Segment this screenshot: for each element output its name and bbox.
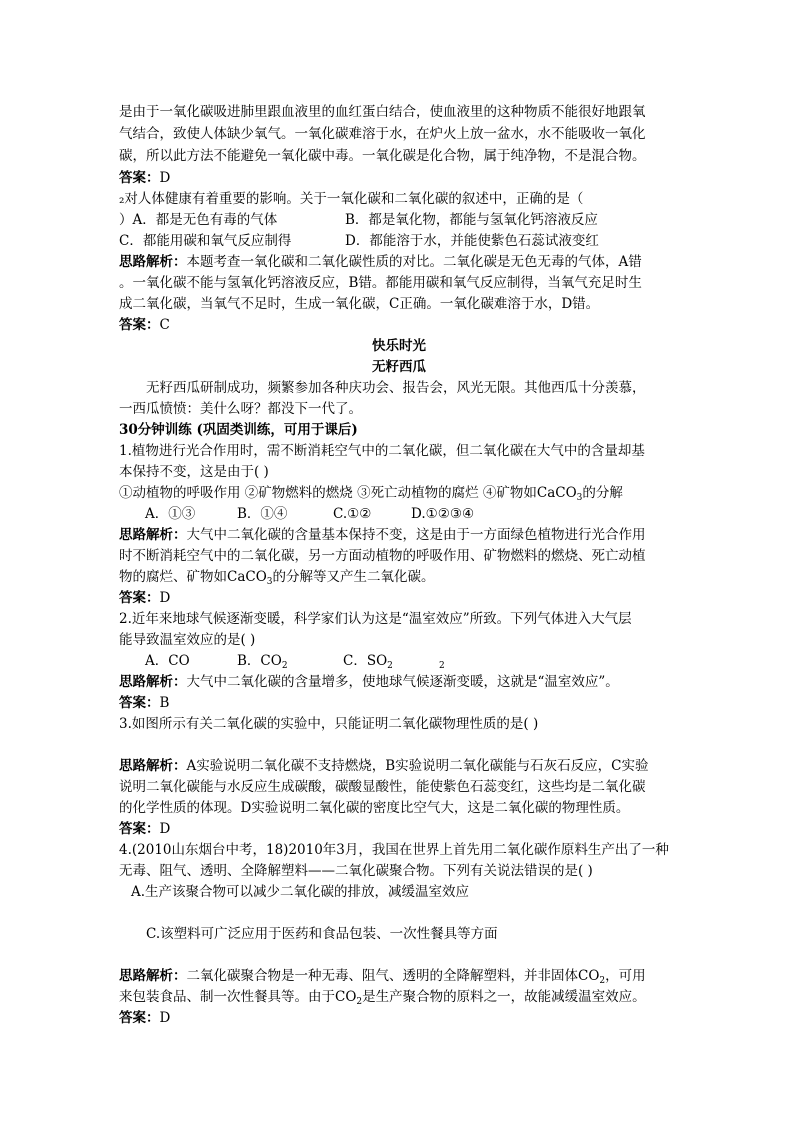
option-line: A.生产该聚合物可以减少二氧化碳的排放，减缓温室效应	[131, 884, 470, 900]
text-line: 是由于一氧化碳吸进肺里跟血液里的血红蛋白结合，使血液里的这种物质不能很好地跟氧	[119, 104, 646, 120]
answer-line: 答案：D	[119, 170, 171, 186]
text-line: 无毒、阻气、透明、全降解塑料——二氧化碳聚合物。下列有关说法错误的是( )	[119, 863, 593, 879]
text-line: 来包装食品、制一次性餐具等。由于$CO_2$是生产聚合物的原料之一，故能减缓温室效应。	[119, 989, 646, 1007]
analysis-line: 思路解析：大气中二氧化碳的含量基本保持不变，这是由于一方面绿色植物进行光合作用	[119, 527, 646, 543]
option-line: C.该塑料可广泛应用于医药和食品包装、一次性餐具等方面	[146, 926, 498, 942]
story-title: 无籽西瓜	[372, 359, 426, 375]
text-line: 时不断消耗空气中的二氧化碳，另一方面动植物的呼吸作用、矿物燃料的燃烧、死亡动植	[119, 548, 646, 564]
option-line: A．①③ B．①④ C.①② D.①②③④	[145, 506, 475, 522]
text-line: 无籽西瓜研制成功，频繁参加各种庆功会、报告会，风光无限。其他西瓜十分羡慕，	[146, 380, 646, 396]
analysis-line: 思路解析：本题考查一氧化碳和二氧化碳性质的对比。二氧化碳是无色无毒的气体，A错	[119, 254, 642, 270]
text-line: 说明二氧化碳能与水反应生成碳酸，碳酸显酸性，能使紫色石蕊变红，这些均是二氧化碳	[119, 779, 646, 795]
text-line: 成二氧化碳，当氧气不足时，生成一氧化碳，C正确。一氧化碳难溶于水，D错。	[119, 296, 600, 312]
option-line: C．都能用碳和氧气反应制得 D．都能溶于水，并能使紫色石蕊试液变红	[119, 233, 599, 249]
text-line: 能导致温室效应的是( )	[119, 632, 256, 648]
text-line: 本保持不变，这是由于( )	[119, 464, 269, 480]
text-line: 碳，所以此方法不能避免一氧化碳中毒。一氧化碳是化合物，属于纯净物，不是混合物。	[119, 148, 646, 164]
option-line: A．CO B．$CO_2$ C．$SO_2$ $_2$	[145, 653, 445, 671]
question-line: 2.近年来地球气候逐渐变暖，科学家们认为这是“温室效应”所致。下列气体进入大气层	[119, 611, 632, 627]
text-line: ①动植物的呼吸作用 ②矿物燃料的燃烧 ③死亡动植物的腐烂 ④矿物如CaCO$_3$的分解	[119, 485, 623, 503]
section-heading-training: 30分钟训练 (巩固类训练，可用于课后)	[119, 422, 358, 438]
answer-line: 答案：D	[119, 1010, 171, 1026]
answer-line: 答案：C	[119, 317, 170, 333]
question-line: 3.如图所示有关二氧化碳的实验中，只能证明二氧化碳物理性质的是( )	[119, 716, 539, 732]
question-line: ₂对人体健康有着重要的影响。关于一氧化碳和二氧化碳的叙述中，正确的是（	[119, 191, 584, 207]
text-line: 一西瓜愤愤：美什么呀？都没下一代了。	[119, 401, 362, 417]
text-line: 。一氧化碳不能与氢氧化钙溶液反应，B错。都能用碳和氧气反应制得，当氧气充足时生	[119, 275, 642, 291]
analysis-line: 思路解析：二氧化碳聚合物是一种无毒、阻气、透明的全降解塑料，并非固体$CO_2$，可用	[119, 968, 646, 986]
analysis-line: 思路解析：A实验说明二氧化碳不支持燃烧，B实验说明二氧化碳能与石灰石反应，C实验	[119, 758, 649, 774]
text-line: 物的腐烂、矿物如CaCO$_3$的分解等又产生二氧化碳。	[119, 569, 435, 587]
answer-line: 答案：B	[119, 695, 170, 711]
answer-line: 答案：D	[119, 821, 171, 837]
section-heading: 快乐时光	[372, 338, 426, 354]
analysis-line: 思路解析：大气中二氧化碳的含量增多，使地球气候逐渐变暖，这就是“温室效应”。	[119, 674, 619, 690]
text-line: 的化学性质的体现。D实验说明二氧化碳的密度比空气大，这是二氧化碳的物理性质。	[119, 800, 630, 816]
answer-line: 答案：D	[119, 590, 171, 606]
option-line: ）A．都是无色有毒的气体 B．都是氧化物，都能与氢氧化钙溶液反应	[119, 212, 598, 228]
text-line: 气结合，致使人体缺少氧气。一氧化碳难溶于水，在炉火上放一盆水，水不能吸收一氧化	[119, 126, 646, 142]
question-line: 1.植物进行光合作用时，需不断消耗空气中的二氧化碳，但二氧化碳在大气中的含量却基	[119, 443, 645, 459]
question-line: 4.(2010山东烟台中考，18)2010年3月，我国在世界上首先用二氧化碳作原料生产出了一种	[119, 842, 669, 858]
